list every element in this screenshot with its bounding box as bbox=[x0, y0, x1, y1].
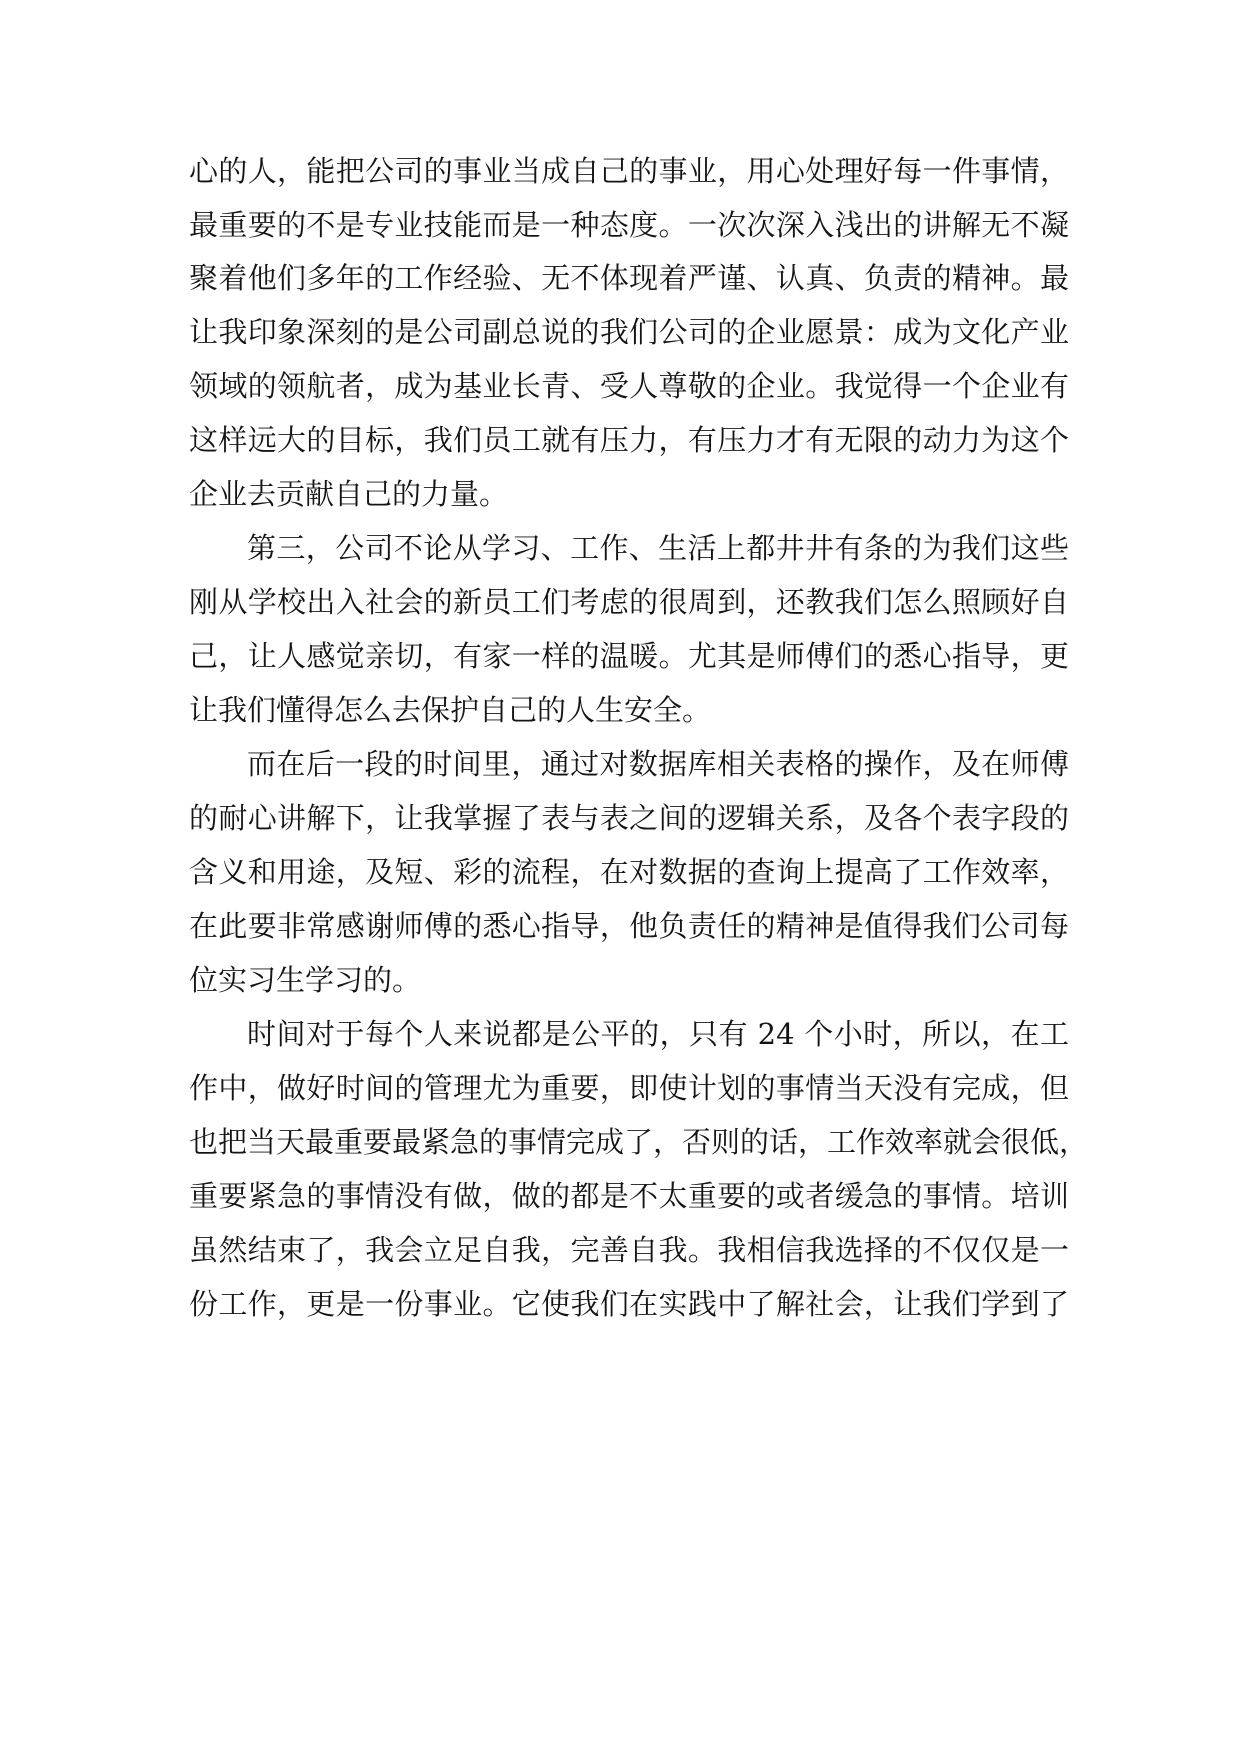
text-line: 领域的领航者，成为基业长青、受人尊敬的企业。我觉得一个企业有 bbox=[189, 369, 1069, 403]
paragraph-first-line: 第三，公司不论从学习、工作、生活上都井井有条的为我们这些 bbox=[247, 531, 1069, 565]
text-line: 位实习生学习的。 bbox=[189, 963, 422, 997]
text-line: 的耐心讲解下，让我掌握了表与表之间的逻辑关系，及各个表字段的 bbox=[189, 801, 1069, 835]
text-line: 虽然结束了，我会立足自我，完善自我。我相信我选择的不仅仅是一 bbox=[189, 1233, 1069, 1267]
text-line: 让我印象深刻的是公司副总说的我们公司的企业愿景：成为文化产业 bbox=[189, 315, 1069, 349]
text-line: 最重要的不是专业技能而是一种态度。一次次深入浅出的讲解无不凝 bbox=[189, 208, 1069, 242]
text-line: 重要紧急的事情没有做，做的都是不太重要的或者缓急的事情。培训 bbox=[189, 1179, 1069, 1213]
paragraph-first-line: 而在后一段的时间里，通过对数据库相关表格的操作，及在师傅 bbox=[247, 747, 1069, 781]
text-line: 己，让人感觉亲切，有家一样的温暖。尤其是师傅们的悉心指导，更 bbox=[189, 639, 1069, 673]
text-line: 刚从学校出入社会的新员工们考虑的很周到，还教我们怎么照顾好自 bbox=[189, 585, 1069, 619]
text-line: 这样远大的目标，我们员工就有压力，有压力才有无限的动力为这个 bbox=[189, 423, 1069, 457]
text-line: 企业去贡献自己的力量。 bbox=[189, 477, 509, 511]
text-line: 也把当天最重要最紧急的事情完成了，否则的话，工作效率就会很低， bbox=[189, 1125, 1089, 1159]
text-line: 含义和用途，及短、彩的流程，在对数据的查询上提高了工作效率， bbox=[189, 855, 1069, 889]
text-line: 在此要非常感谢师傅的悉心指导，他负责任的精神是值得我们公司每 bbox=[189, 909, 1069, 943]
paragraph-first-line: 时间对于每个人来说都是公平的，只有 24 个小时，所以，在工 bbox=[247, 1017, 1069, 1051]
text-line: 聚着他们多年的工作经验、无不体现着严谨、认真、负责的精神。最 bbox=[189, 261, 1069, 295]
text-line: 作中，做好时间的管理尤为重要，即使计划的事情当天没有完成，但 bbox=[189, 1071, 1069, 1105]
text-line: 让我们懂得怎么去保护自己的人生安全。 bbox=[189, 693, 712, 727]
text-line: 份工作，更是一份事业。它使我们在实践中了解社会，让我们学到了 bbox=[189, 1287, 1069, 1321]
text-line: 心的人，能把公司的事业当成自己的事业，用心处理好每一件事情， bbox=[189, 154, 1069, 188]
